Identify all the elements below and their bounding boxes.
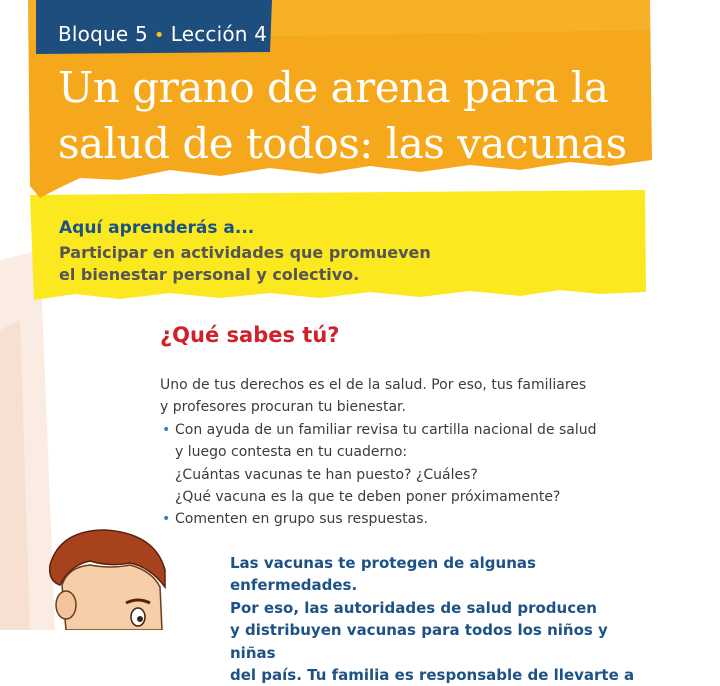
learning-goal-heading: Aquí aprenderás a...	[59, 218, 255, 238]
callout-line-3: y distribuyen vacunas para todos los niños y niñas	[230, 621, 608, 662]
title-line-1: Un grano de arena para la	[58, 63, 609, 112]
separator-dot: •	[153, 25, 165, 46]
section-body	[160, 374, 630, 531]
bullet-1-line-1: Con ayuda de un familiar revisa tu cartilla nacional de salud	[175, 421, 597, 438]
learning-goal-text	[59, 242, 619, 286]
bullet-item	[160, 508, 630, 530]
boy-illustration	[30, 525, 190, 630]
bullet-item	[160, 419, 630, 441]
boy-pupil	[137, 616, 143, 622]
section-heading: ¿Qué sabes tú?	[160, 323, 340, 347]
boy-ear	[56, 591, 76, 619]
question-1: ¿Cuántas vacunas te han puesto? ¿Cuáles?	[175, 466, 478, 483]
callout-line-1: Las vacunas te protegen de algunas enfermedades.	[230, 554, 536, 595]
intro-line-2: y profesores procuran tu bienestar.	[160, 399, 406, 416]
learning-goal	[59, 218, 619, 286]
callout-text	[230, 552, 650, 686]
bloque-leccion-tag	[58, 22, 267, 46]
intro-line-1: Uno de tus derechos es el de la salud. Por eso, tus familiares	[160, 377, 587, 393]
lesson-title	[58, 60, 658, 172]
bullet-2: Comenten en grupo sus respuestas.	[175, 511, 428, 528]
bloque-label: Bloque 5	[58, 22, 148, 46]
title-line-2: salud de todos: las vacunas	[58, 119, 627, 168]
callout-line-2: Por eso, las autoridades de salud producen	[230, 598, 597, 617]
question-2: ¿Qué vacuna es la que te deben poner próximamente?	[175, 489, 561, 506]
bullet-1-line-2: y luego contesta en tu cuaderno:	[175, 444, 408, 461]
boy-face	[62, 565, 162, 630]
leccion-label: Lección 4	[170, 22, 268, 46]
learning-goal-line-2: el bienestar personal y colectivo.	[59, 265, 360, 284]
callout-line-4: del país. Tu familia es responsable de llevarte a	[230, 666, 635, 685]
learning-goal-line-1: Participar en actividades que promueven	[59, 243, 431, 262]
